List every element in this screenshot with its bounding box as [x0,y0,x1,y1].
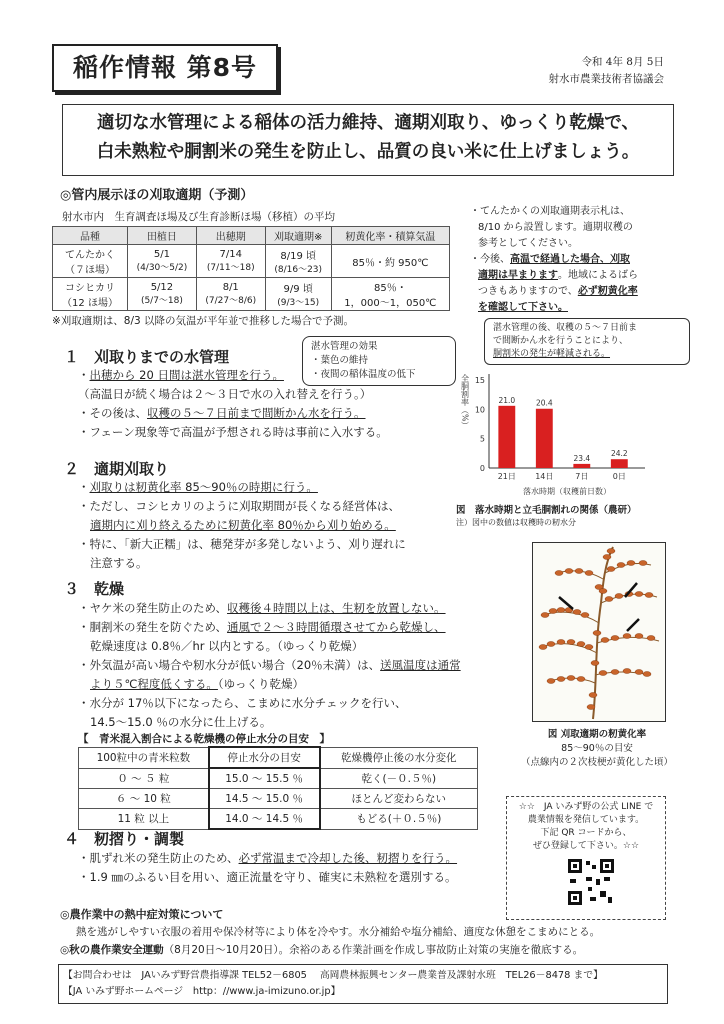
section-1-title: １ 刈取りまでの水管理 [64,348,230,366]
cell-planting: 5/12 [150,282,174,293]
col-harvest: 刈取適期※ [265,227,331,245]
rice-grain [635,592,643,597]
drying-table [78,746,478,830]
rice-grain [603,555,611,560]
col-planting: 田植日 [128,227,197,245]
sec2-item-3: ・特に、「新大正糯」は、穂発芽が多発しないよう、刈り遅れに [78,537,406,551]
rice-grain [541,613,549,618]
qr-code-icon[interactable] [566,857,616,907]
bar-value-label: 21.0 [498,395,516,405]
section-3-body [78,599,488,732]
side-note-line: 8/10 から設置します。適期収穫の [478,222,633,233]
line-promo-text: ぜひ登録して下さい。☆☆ [532,841,640,851]
rice-grain [615,594,623,599]
rice-grain [539,645,547,650]
bar-value-label: 20.4 [535,398,553,408]
rice-grain [643,672,651,677]
table-cell: もどる(＋０.５％) [320,809,478,830]
x-tick-label: 0日 [612,472,626,481]
rice-grain [647,636,655,641]
cell-planting: 5/1 [153,249,170,260]
sec1-item-2-pre: ・その後は、 [78,406,147,420]
safety-bold: ◎秋の農作業安全運動 [60,944,164,956]
cell-variety: てんたかく [65,250,115,261]
rice-plant-figure [532,542,666,722]
rice-grain [591,661,599,666]
heat-heading: ◎農作業中の熱中症対策について [60,908,224,921]
x-tick-label: 7日 [575,472,589,481]
cell-heading-sub: (7/11～18) [206,263,255,273]
bar [611,459,628,468]
arrow-icon [627,619,639,631]
side-note-text: つきもありますので、 [478,286,578,297]
sec1-item-2: 収穫の５～７日前まで間断かん水を行う。 [147,406,366,420]
side-note-emph: 高温で経過した場合、刈取 [510,254,630,265]
cell-harvest-sub: (8/16～23) [274,265,323,275]
newsletter-title: 稲作情報 第8号 [52,44,278,92]
sec1-item-1-sub: （高温日が続く場合は２～３日で水の入れ替えを行う。） [78,387,372,401]
x-axis-label: 落水時期（収穫前日数） [523,487,611,496]
cell-harvest: 9/9 頃 [283,284,313,295]
callout-item: ・葉色の維持 [311,355,369,366]
drying-col-3: 乾燥機停止後の水分変化 [320,747,478,768]
side-note-line: ・てんたかくの刈取適期表示札は、 [470,206,630,217]
callout-item: ・夜間の稲体温度の低下 [311,369,416,380]
side-note-emph: を確認して下さい。 [478,302,568,313]
table-row [53,278,450,311]
sec1-item-3: ・フェーン現象等で高温が予想される時は事前に入水する。 [78,425,388,439]
rice-plant-illustration [533,543,665,721]
rice-grain [557,608,565,613]
rice-grain [607,567,615,572]
section-2-title: ２ 適期刈取り [64,460,170,478]
drying-col-1: 100粒中の青米粒数 [79,747,209,768]
table-cell: 14.0 ～ 14.5 ％ [209,809,320,830]
cell-yellowing-sub: 1，000～1，050℃ [344,298,437,309]
line-promo-text: 農業情報を発信しています。 [527,815,645,825]
rice-grain [601,638,609,643]
rice-grain [623,634,631,639]
table-row [79,768,478,789]
issue-date-block [549,54,665,88]
rice-grain [585,645,593,650]
rice-grain [599,671,607,676]
side-note-text: ・今後、 [470,254,510,265]
sec2-item-2: ・ただし、コシヒカリのように刈取期間が長くなる経営体は、 [78,499,400,513]
rice-grain [577,677,585,682]
chart-callout [484,318,690,365]
cell-planting-sub: (5/7～18) [140,296,183,306]
homepage-line: 【JA いみず野ホームページ http：//www.ja-imizuno.or.jp】 [63,986,341,997]
arrow-icon [559,597,573,609]
bar [498,406,515,468]
rice-grain [557,640,565,645]
rice-grain [645,593,653,598]
safety-text: （8月20日～10月20日）。余裕のある作業計画を作成し事故防止対策の実施を徹底する。 [163,944,584,956]
cell-yellowing: 85％・約 950℃ [352,257,429,269]
col-variety: 品種 [53,227,128,245]
table-cell: 11 粒 以上 [79,809,209,830]
plant-caption-1: 図 刈取適期の籾黄化率 [547,729,647,740]
y-axis-label: 全胴割率（%） [460,374,470,430]
sec4-item-1-pre: ・肌ずれ米の発生防止のため、 [78,851,239,865]
rice-grain [617,563,625,568]
rice-grain [547,679,555,684]
rice-grain [567,640,575,645]
plant-caption-2: 85～90％の目安 [561,743,633,754]
sec3-item-3b-ul: より５℃程度低くする。 [90,677,218,691]
headline-line-2: 白未熟粒や胴割米の発生を防止し、品質の良い米に仕上げましょう。 [96,142,640,162]
drainage-chart [455,368,655,498]
sec4-item-2: ・1.9 ㎜のふるい目を用い、適正流量を守り、確実に未熟粒を選別する。 [78,870,457,884]
bullet: ・ [78,368,90,382]
sec3-item-4b: 14.5～15.0 ％の水分に仕上げる。 [90,715,272,729]
drying-col-2: 停止水分の目安 [209,747,320,768]
rice-grain [635,670,643,675]
rice-grain [547,642,555,647]
table-cell: ほとんど変わらない [320,789,478,809]
plant-caption [512,728,682,770]
bar-value-label: 23.4 [573,453,591,463]
cell-variety-sub: （７ほ場） [65,265,115,276]
rice-grain [611,636,619,641]
rice-grain [599,589,607,594]
rice-grain [565,569,573,574]
col-yellowing: 籾黄化率・積算気温 [331,227,449,245]
sec1-item-1: 出穂から 20 日間は湛水管理を行う。 [89,368,284,382]
harvest-table [52,226,450,311]
issue-date: 令和 4年 8月 5日 [581,56,664,68]
rice-grain [639,561,647,566]
table-row [79,809,478,830]
rice-grain [573,610,581,615]
table-cell: ６ ～ 10 粒 [79,789,209,809]
y-tick-label: 5 [479,434,485,444]
harvest-subheading: 射水市内 生育調査ほ場及び生育診断ほ場（移植）の平均 [62,211,335,223]
contact-footer [58,964,668,1004]
rice-grain [577,642,585,647]
section-2-body [78,478,468,573]
sec3-item-2: 通風で２～３時間循環させてから乾燥し、 [227,620,446,634]
sec3-item-2b: 乾燥速度は 0.8％／hr 以内とする。（ゆっくり乾燥） [90,639,364,653]
cell-variety-sub: （12 ほ場） [62,298,118,309]
y-tick-label: 10 [474,405,485,415]
side-note [470,204,700,316]
cell-heading-sub: (7/27～8/6) [205,296,257,306]
bullet: ・ [78,480,90,494]
rice-grain [555,571,563,576]
rice-grain [557,677,565,682]
chart-callout-line: 湛水管理の後、収穫の５～７日前ま [493,323,638,333]
cell-heading: 8/1 [222,282,239,293]
y-tick-label: 15 [474,376,485,385]
table-row [53,245,450,278]
table-cell: 15.0 ～ 15.5 ％ [209,768,320,789]
side-note-emph: 適期は早まります [478,270,558,281]
line-promo-text: 下記 QR コードから、 [540,828,632,838]
rice-grain [635,634,643,639]
rice-grain [607,549,615,554]
sec3-item-1-pre: ・ヤケ米の発生防止のため、 [78,601,228,615]
cell-variety: コシヒカリ [65,283,115,294]
chart-note: 注）図中の数値は収穫時の籾水分 [456,518,576,527]
sec4-item-1: 必ず常温まで冷却した後、籾摺りを行う。 [238,851,458,865]
callout-title: 湛水管理の効果 [311,341,378,352]
table-cell: 乾く(－０.５％) [320,768,478,789]
plant-caption-3: （点線内の２次枝梗が黄化した頃） [520,757,673,768]
side-note-line: 参考としてください。 [478,238,578,249]
harvest-note: ※刈取適期は、8/3 以降の気温が平年並で推移した場合で予測。 [52,315,355,327]
contact-line: 【お問合わせは JAいみず野営農指導課 TEL52－6805 高岡農林振興センター農業普及課射水班 TEL26－8478 まで】 [63,970,603,981]
table-cell: 14.5 ～ 15.0 ％ [209,789,320,809]
rice-grain [567,676,575,681]
col-heading: 出穂期 [196,227,265,245]
sec2-item-2-ul: 適期内に刈り終えるために籾黄化率 80％から刈り始める。 [90,518,396,532]
sec2-item-1: 刈取りは籾黄化率 85～90％の時期に行う。 [89,480,318,494]
sec3-item-1: 収穫後４時間以上は、生籾を放置しない。 [227,601,446,615]
side-note-emph: 必ず籾黄化率 [577,286,638,297]
table-cell: ０ ～ ５ 粒 [79,768,209,789]
section-4-body [78,849,498,887]
sec2-item-3b: 注意する。 [90,556,148,570]
bar [536,409,553,468]
sec3-item-3b: （ゆっくり乾燥） [217,677,305,691]
cell-planting-sub: (4/30～5/2) [136,263,188,273]
line-promo-box [506,796,666,920]
rice-grain [593,631,601,636]
issuing-org: 射水市農業技術者協議会 [548,73,664,85]
side-note-text: 。地域によるばら [558,270,638,281]
sec3-item-3-pre: ・外気温が高い場合や籾水分が低い場合（20％未満）は、 [78,658,381,672]
rice-grain [589,693,597,698]
cell-heading: 7/14 [219,249,242,260]
cell-yellowing: 85％・ [373,283,407,294]
sec3-item-3: 送風温度は通常 [380,658,461,672]
y-tick-label: 0 [479,464,485,473]
headline-line-1: 適切な水管理による稲体の活力維持、適期刈取り、ゆっくり乾燥で、 [97,113,639,133]
rice-grain [623,669,631,674]
headline-box [62,104,674,176]
sec3-item-4: ・水分が 17％以下になったら、こまめに水分チェックを行い、 [78,696,407,710]
rice-grain [575,569,583,574]
safety-line [60,942,583,957]
rice-grain [605,597,613,602]
sec3-item-2-pre: ・胴割米の発生を防ぐため、 [78,620,228,634]
rice-grain [627,561,635,566]
rice-grain [581,613,589,618]
cell-harvest: 8/19 頃 [280,251,317,262]
table-row [79,789,478,809]
heat-text: 熱を逃がしやすい衣服の着用や保冷材等により体を冷やす。水分補給や塩分補給、適度な休憩をこまめにとる。 [76,926,601,938]
rice-grain [585,571,593,576]
rice-grain [549,609,557,614]
section-4-title: ４ 籾摺り・調製 [64,830,185,848]
cell-harvest-sub: (9/3～15) [277,298,320,308]
line-promo-text: ☆☆ JA いみず野の公式 LINE で [518,802,654,812]
bar [573,464,590,468]
harvest-heading: ◎管内展示ほの刈取適期（予測） [60,188,254,203]
x-tick-label: 21日 [497,472,516,481]
chart-caption: 図 落水時期と立毛胴割れの関係（農研） [456,505,637,516]
section-1-body [78,366,458,442]
rice-grain [611,670,619,675]
chart-callout-line: 胴割米の発生が軽減される。 [493,349,611,359]
drying-table-title: 【 青米混入割合による乾燥機の停止水分の目安 】 [78,733,330,745]
rice-grain [587,705,595,710]
bar-value-label: 24.2 [610,449,628,459]
x-tick-label: 14日 [535,472,554,481]
chart-callout-line: で間断かん水を行うことにより、 [493,336,629,346]
section-3-title: ３ 乾燥 [64,580,125,598]
